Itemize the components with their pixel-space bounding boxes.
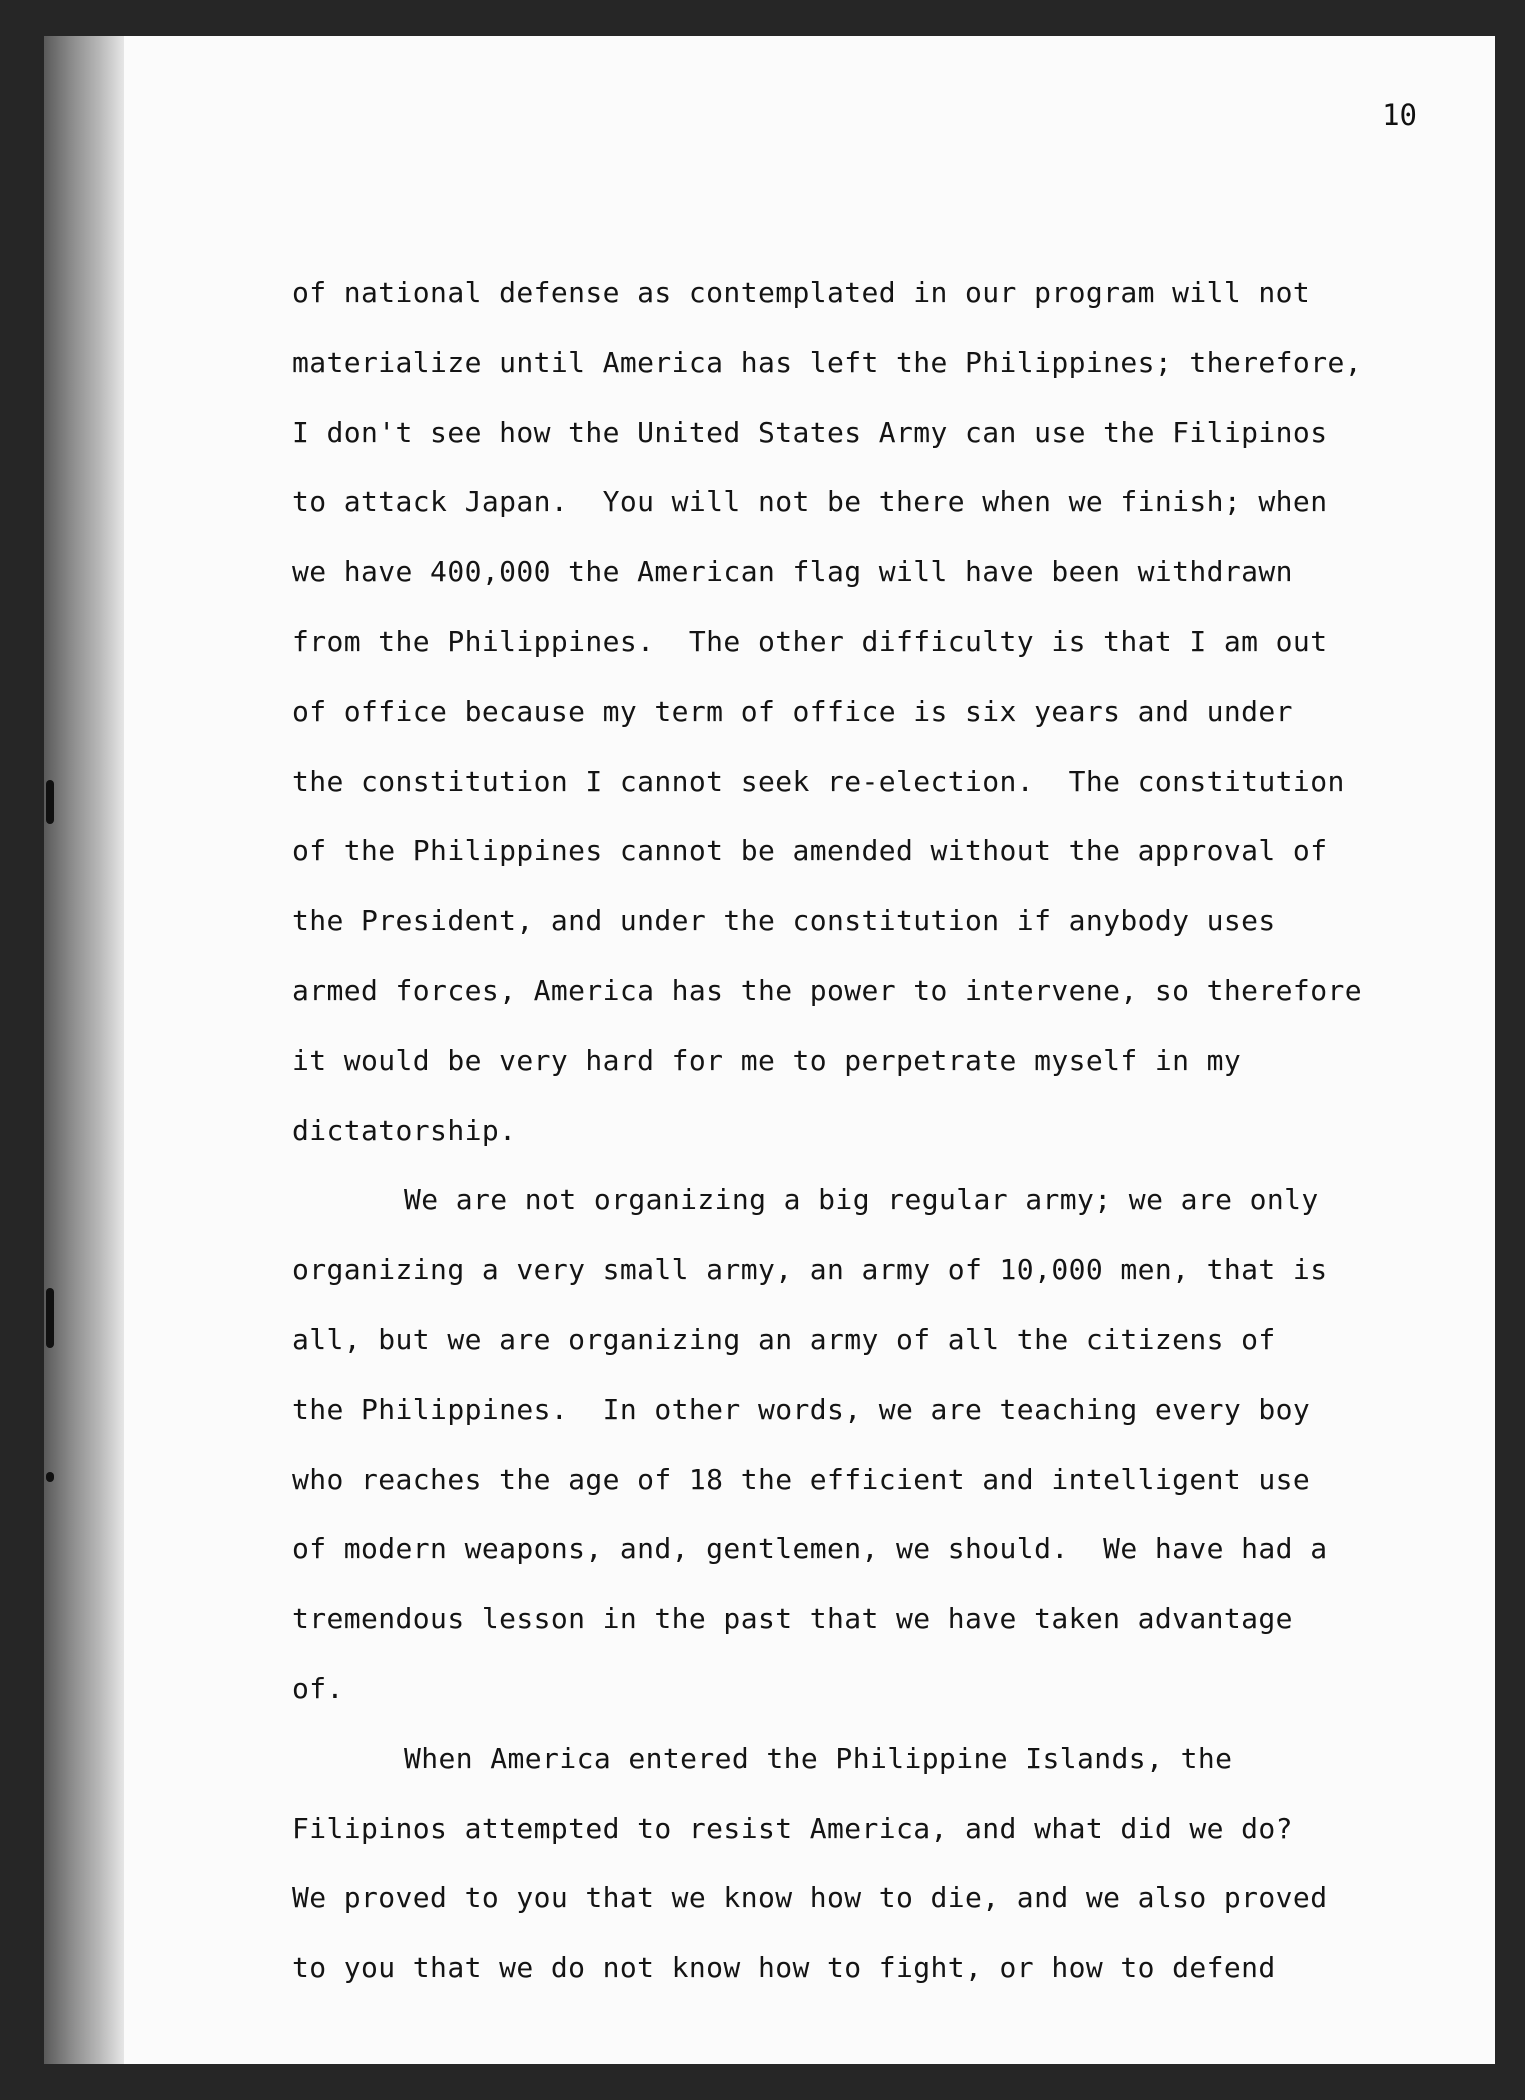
binding-hole-mark <box>46 1288 54 1348</box>
text-line: it would be very hard for me to perpetrate myself in my <box>292 1043 1242 1077</box>
text-line: the Philippines. In other words, we are teaching every boy <box>292 1392 1311 1426</box>
binding-edge <box>44 36 124 2064</box>
text-line: we have 400,000 the American flag will have been withdrawn <box>292 555 1293 589</box>
text-line: from the Philippines. The other difficulty is that I am out <box>292 624 1328 658</box>
text-line: the President, and under the constitution if anybody uses <box>292 904 1276 938</box>
text-line: to you that we do not know how to fight, or how to defend <box>292 1951 1276 1985</box>
page-number: 10 <box>1382 98 1417 132</box>
text-line: the constitution I cannot seek re-election. The constitution <box>292 764 1345 798</box>
text-line: When America entered the Philippine Islands, the <box>404 1741 1233 1775</box>
text-line: all, but we are organizing an army of all the citizens of <box>292 1322 1276 1356</box>
text-line: of the Philippines cannot be amended without the approval of <box>292 834 1328 868</box>
text-line: of office because my term of office is six years and under <box>292 694 1293 728</box>
text-line: dictatorship. <box>292 1113 517 1147</box>
text-line: to attack Japan. You will not be there when we finish; when <box>292 485 1328 519</box>
binding-hole-mark <box>46 780 54 824</box>
text-line: We proved to you that we know how to die, and we also proved <box>292 1881 1328 1915</box>
binding-hole-mark <box>46 1472 54 1482</box>
text-line: Filipinos attempted to resist America, and what did we do? <box>292 1811 1293 1845</box>
text-line: armed forces, America has the power to intervene, so therefore <box>292 973 1362 1007</box>
text-line: tremendous lesson in the past that we have taken advantage <box>292 1602 1293 1636</box>
body-text <box>292 258 1442 2003</box>
text-line: organizing a very small army, an army of 10,000 men, that is <box>292 1253 1328 1287</box>
text-line: I don't see how the United States Army can use the Filipinos <box>292 415 1328 449</box>
text-line: who reaches the age of 18 the efficient and intelligent use <box>292 1462 1311 1496</box>
text-line: of. <box>292 1671 344 1705</box>
document-page <box>44 36 1495 2064</box>
text-line: of national defense as contemplated in our program will not <box>292 276 1311 309</box>
text-line: We are not organizing a big regular army; we are only <box>404 1183 1319 1217</box>
text-line: of modern weapons, and, gentlemen, we should. We have had a <box>292 1532 1328 1566</box>
text-line: materialize until America has left the Philippines; therefore, <box>292 345 1362 379</box>
